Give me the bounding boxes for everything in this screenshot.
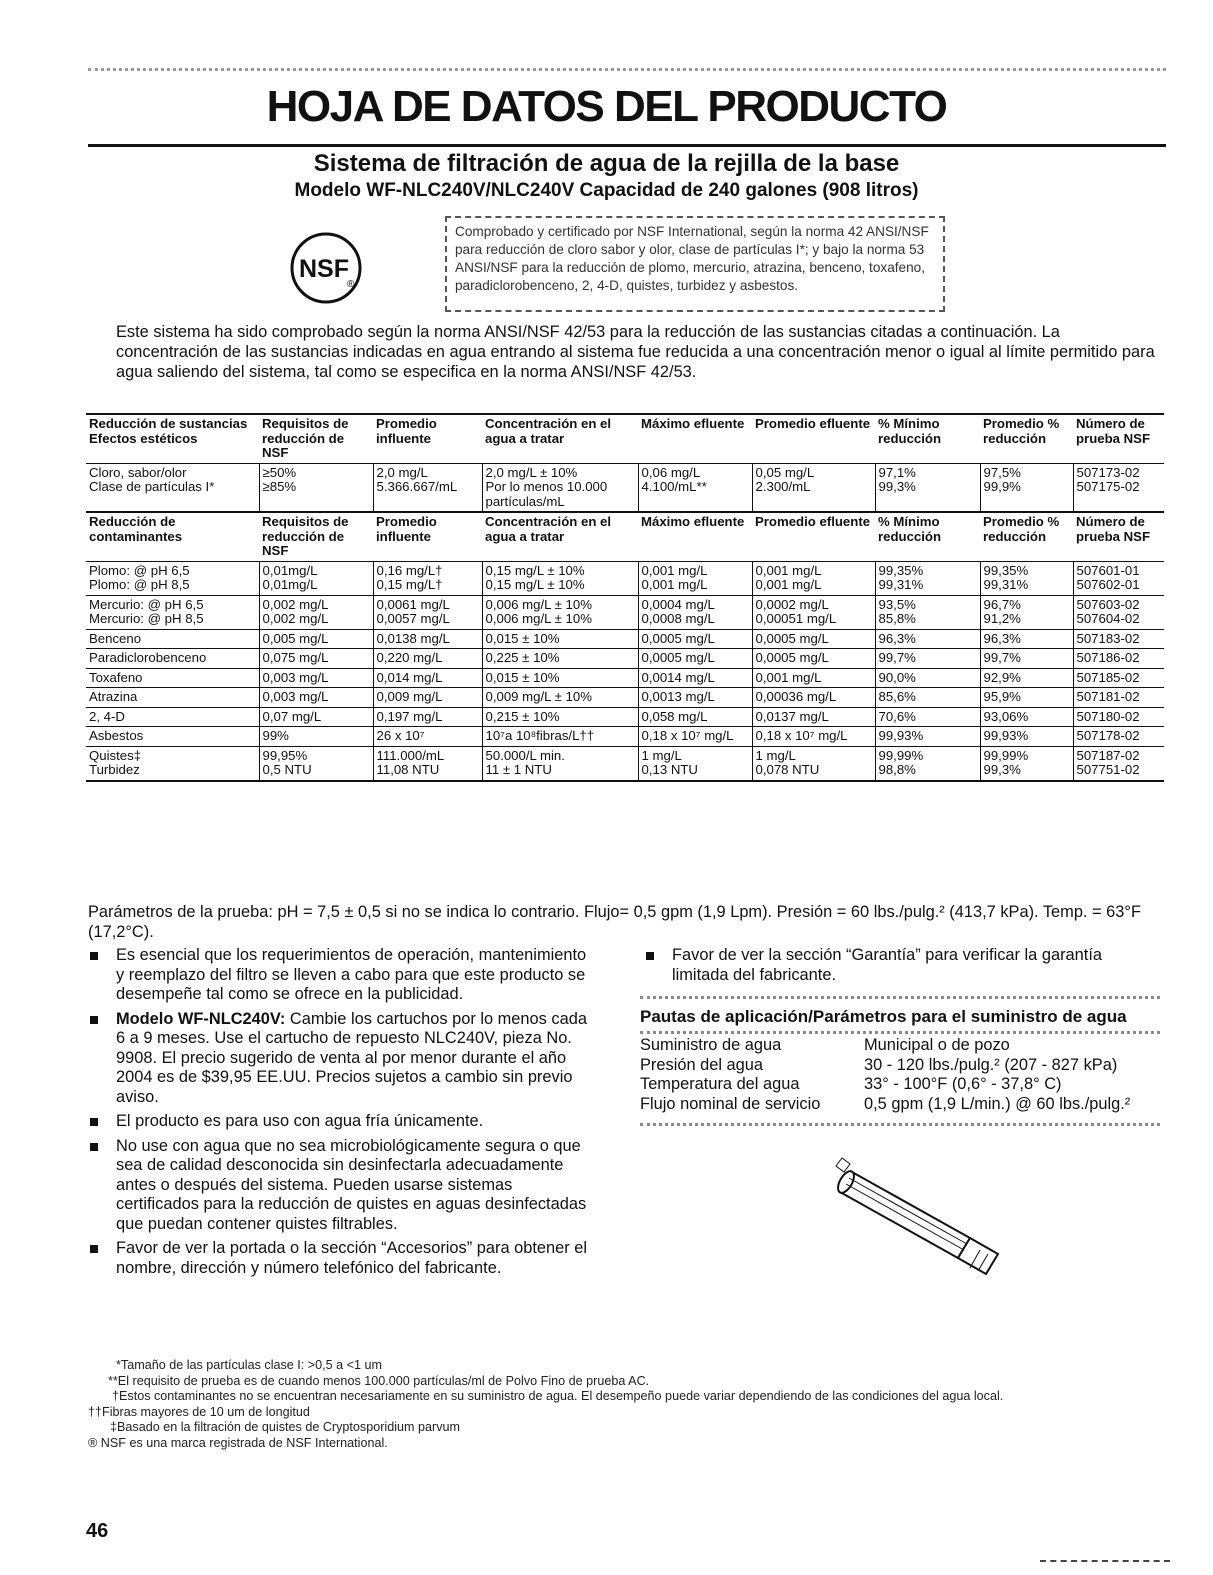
table-cell: 96,3%: [875, 629, 980, 649]
table-cell: 0,0004 mg/L 0,0008 mg/L: [638, 595, 752, 629]
table-row: [86, 727, 1164, 747]
table-header-row: [86, 512, 1164, 561]
application-guidelines-title: Pautas de aplicación/Parámetros para el suministro de agua: [640, 1007, 1127, 1026]
dotted-rule: [640, 1123, 1160, 1126]
column-header: Promedio influente: [373, 414, 482, 463]
table-cell: 93,06%: [980, 707, 1073, 727]
application-guidelines-table: [640, 1036, 1160, 1114]
test-parameters: Parámetros de la prueba: pH = 7,5 ± 0,5 si no se indica lo contrario. Flujo= 0,5 gpm (1,9 Lpm). Presión = 60 lbs./pulg.² (413,7 kPa). Temp. = 63°F (17,2°C).: [88, 903, 1141, 941]
guideline-label: Presión del agua: [640, 1055, 764, 1074]
column-header: Número de prueba NSF: [1073, 414, 1164, 463]
table-cell: 0,0137 mg/L: [752, 707, 875, 727]
table-cell: 0,0002 mg/L 0,00051 mg/L: [752, 595, 875, 629]
dotted-rule: [640, 1031, 1160, 1034]
guideline-row: [640, 1075, 1160, 1095]
guideline-label: Suministro de agua: [640, 1036, 782, 1054]
table-cell: 93,5% 85,8%: [875, 595, 980, 629]
subtitle: Sistema de filtración de agua de la rejilla de la base: [313, 150, 900, 177]
table-cell: 2,0 mg/L 5.366.667/mL: [373, 463, 482, 512]
column-header: Reducción de contaminantes: [86, 512, 259, 561]
page-title: HOJA DE DATOS DEL PRODUCTO: [266, 82, 947, 131]
table-cell: 507186-02: [1073, 649, 1164, 669]
table-row: [86, 595, 1164, 629]
table-row: [86, 463, 1164, 512]
table-cell: 507187-02 507751-02: [1073, 746, 1164, 781]
table-row: [86, 668, 1164, 688]
guideline-row: [640, 1036, 1160, 1056]
list-item: El producto es para uso con agua fría únicamente.: [88, 1112, 598, 1132]
guideline-row: [640, 1095, 1160, 1115]
table-cell: 0,014 mg/L: [373, 668, 482, 688]
list-item: Modelo WF-NLC240V: Cambie los cartuchos por lo menos cada 6 a 9 meses. Use el cartucho de repuesto NLC240V, pieza No. 9908. El precio sugerido de venta al por menor durante el año 2004 es de $39,95 EE.UU. Precios sujetos a cambio sin previo aviso.: [88, 1010, 598, 1108]
table-cell: 95,9%: [980, 688, 1073, 708]
table-cell: 99,35% 99,31%: [875, 561, 980, 595]
table-cell: 0,18 x 10⁷ mg/L: [638, 727, 752, 747]
table-cell: 0,215 ± 10%: [482, 707, 638, 727]
bottom-rule: [1040, 1560, 1170, 1562]
table-row: [86, 629, 1164, 649]
guideline-value: 30 - 120 lbs./pulg.² (207 - 827 kPa): [864, 1055, 1118, 1074]
table-cell: Plomo: @ pH 6,5 Plomo: @ pH 8,5: [86, 561, 259, 595]
table-cell: Mercurio: @ pH 6,5 Mercurio: @ pH 8,5: [86, 595, 259, 629]
table-cell: 70,6%: [875, 707, 980, 727]
performance-data-table: [86, 413, 1164, 782]
intro-paragraph: Este sistema ha sido comprobado según la norma ANSI/NSF 42/53 para la reducción de las sustancias citadas a continuación. La concentración de las sustancias indicadas en agua entrando al sistema fue reducida a una concentración menor o igual al límite permitido para agua saliendo del sistema, tal como se especifica en la norma ANSI/NSF 42/53.: [116, 323, 1155, 381]
table-cell: 111.000/mL 11,08 NTU: [373, 746, 482, 781]
table-cell: 85,6%: [875, 688, 980, 708]
column-header: % Mínimo reducción: [875, 414, 980, 463]
table-cell: 0,06 mg/L 4.100/mL**: [638, 463, 752, 512]
table-cell: 50.000/L min. 11 ± 1 NTU: [482, 746, 638, 781]
guideline-value: Municipal o de pozo: [864, 1036, 1010, 1054]
table-cell: 99,99% 98,8%: [875, 746, 980, 781]
nsf-certification-box: Comprobado y certificado por NSF International, según la norma 42 ANSI/NSF para reducción de cloro sabor y olor, clase de partículas I*; y bajo la norma 53 ANSI/NSF para la reducción de plomo, mercurio, atrazina, benceno, toxafeno, paradiclorobenceno, 2, 4-D, quistes, turbidez y asbestos.: [445, 216, 945, 312]
list-item: No use con agua que no sea microbiológicamente segura o que sea de calidad desconocida sin desinfectarla adecuadamente antes o después del sistema. Pueden usarse sistemas certificados para la reducción de quistes en aguas desinfectadas que puedan contener quistes filtrables.: [88, 1137, 598, 1235]
top-dotted-rule: [88, 68, 1166, 71]
table-cell: 0,0138 mg/L: [373, 629, 482, 649]
table-cell: 0,00036 mg/L: [752, 688, 875, 708]
table-cell: 507173-02 507175-02: [1073, 463, 1164, 512]
table-cell: 0,005 mg/L: [259, 629, 373, 649]
svg-text:NSF: NSF: [299, 255, 349, 283]
table-cell: ≥50% ≥85%: [259, 463, 373, 512]
table-cell: 0,16 mg/L† 0,15 mg/L†: [373, 561, 482, 595]
table-cell: 0,05 mg/L 2.300/mL: [752, 463, 875, 512]
table-cell: Asbestos: [86, 727, 259, 747]
column-header: Promedio % reducción: [980, 512, 1073, 561]
table-cell: 507178-02: [1073, 727, 1164, 747]
list-item: Favor de ver la portada o la sección “Accesorios” para obtener el nombre, dirección y número telefónico del fabricante.: [88, 1239, 598, 1278]
guideline-label: Flujo nominal de servicio: [640, 1094, 821, 1113]
table-cell: 0,220 mg/L: [373, 649, 482, 669]
filter-cartridge-illustration: [830, 1150, 1000, 1275]
table-cell: 507183-02: [1073, 629, 1164, 649]
table-cell: 99,7%: [980, 649, 1073, 669]
table-header-row: [86, 414, 1164, 463]
table-cell: 0,009 mg/L ± 10%: [482, 688, 638, 708]
list-item: Es esencial que los requerimientos de operación, mantenimiento y reemplazo del filtro se lleven a cabo para que este producto se desempeñe tal como se ofrece en la publicidad.: [88, 946, 598, 1005]
table-cell: 0,0005 mg/L: [638, 649, 752, 669]
table-cell: 0,225 ± 10%: [482, 649, 638, 669]
title-rule: [88, 144, 1166, 147]
table-cell: 507180-02: [1073, 707, 1164, 727]
guideline-value: 0,5 gpm (1,9 L/min.) @ 60 lbs./pulg.²: [864, 1094, 1131, 1113]
table-cell: 1 mg/L 0,078 NTU: [752, 746, 875, 781]
footnote: ® NSF es una marca registrada de NSF International.: [88, 1435, 388, 1450]
table-cell: 0,18 x 10⁷ mg/L: [752, 727, 875, 747]
table-cell: 0,009 mg/L: [373, 688, 482, 708]
table-cell: 0,0005 mg/L: [752, 629, 875, 649]
table-cell: 97,5% 99,9%: [980, 463, 1073, 512]
column-header: Requisitos de reducción de NSF: [259, 414, 373, 463]
table-cell: Paradiclorobenceno: [86, 649, 259, 669]
table-cell: 96,7% 91,2%: [980, 595, 1073, 629]
table-row: [86, 707, 1164, 727]
column-header: Promedio efluente: [752, 512, 875, 561]
table-row: [86, 561, 1164, 595]
dotted-rule: [640, 996, 1160, 999]
table-cell: 99%: [259, 727, 373, 747]
column-header: % Mínimo reducción: [875, 512, 980, 561]
footnotes: [88, 1358, 1166, 1451]
table-cell: 507181-02: [1073, 688, 1164, 708]
svg-text:®: ®: [347, 279, 355, 290]
table-row: [86, 746, 1164, 781]
footnote: **El requisito de prueba es de cuando menos 100.000 partículas/ml de Polvo Fino de prueba AC.: [108, 1373, 650, 1388]
column-header: Concentración en el agua a tratar: [482, 414, 638, 463]
table-cell: 0,0005 mg/L: [752, 649, 875, 669]
table-cell: Cloro, sabor/olor Clase de partículas I*: [86, 463, 259, 512]
table-cell: Benceno: [86, 629, 259, 649]
table-cell: 99,93%: [980, 727, 1073, 747]
column-header: Requisitos de reducción de NSF: [259, 512, 373, 561]
model-capacity-line: Modelo WF-NLC240V/NLC240V Capacidad de 240 galones (908 litros): [294, 180, 919, 201]
table-cell: 96,3%: [980, 629, 1073, 649]
footnote: *Tamaño de las partículas clase I: >0,5 a <1 um: [116, 1358, 383, 1372]
table-cell: 97,1% 99,3%: [875, 463, 980, 512]
table-cell: 90,0%: [875, 668, 980, 688]
guideline-label: Temperatura del agua: [640, 1075, 800, 1093]
table-cell: 0,015 ± 10%: [482, 629, 638, 649]
table-cell: 0,0061 mg/L 0,0057 mg/L: [373, 595, 482, 629]
table-cell: 99,7%: [875, 649, 980, 669]
table-cell: 2, 4-D: [86, 707, 259, 727]
table-cell: 0,003 mg/L: [259, 668, 373, 688]
column-header: Promedio % reducción: [980, 414, 1073, 463]
table-cell: 10⁷a 10⁸fibras/L††: [482, 727, 638, 747]
table-cell: 2,0 mg/L ± 10% Por lo menos 10.000 partículas/mL: [482, 463, 638, 512]
table-cell: 507601-01 507602-01: [1073, 561, 1164, 595]
table-cell: 99,93%: [875, 727, 980, 747]
footnote: ††Fibras mayores de 10 um de longitud: [88, 1404, 310, 1419]
footnote: ‡Basado en la filtración de quistes de Cryptosporidium parvum: [110, 1420, 461, 1434]
table-cell: 0,001 mg/L 0,001 mg/L: [752, 561, 875, 595]
warranty-bullet: Favor de ver la sección “Garantía” para verificar la garantía limitada del fabricante.: [640, 946, 1160, 985]
column-header: Máximo efluente: [638, 512, 752, 561]
table-cell: 0,15 mg/L ± 10% 0,15 mg/L ± 10%: [482, 561, 638, 595]
table-cell: 99,99% 99,3%: [980, 746, 1073, 781]
table-cell: 0,07 mg/L: [259, 707, 373, 727]
table-cell: 0,01mg/L 0,01mg/L: [259, 561, 373, 595]
column-header: Concentración en el agua a tratar: [482, 512, 638, 561]
table-cell: 0,006 mg/L ± 10% 0,006 mg/L ± 10%: [482, 595, 638, 629]
footnote: †Estos contaminantes no se encuentran necesariamente en su suministro de agua. El desempeño puede variar dependiendo de las condiciones del agua local.: [112, 1389, 1004, 1403]
table-cell: Toxafeno: [86, 668, 259, 688]
table-cell: 0,015 ± 10%: [482, 668, 638, 688]
table-cell: 0,0014 mg/L: [638, 668, 752, 688]
table-cell: 0,001 mg/L: [752, 668, 875, 688]
table-cell: 0,002 mg/L 0,002 mg/L: [259, 595, 373, 629]
column-header: Reducción de sustancias Efectos estéticos: [86, 414, 259, 463]
table-row: [86, 688, 1164, 708]
table-cell: Quistes‡ Turbidez: [86, 746, 259, 781]
guideline-value: 33° - 100°F (0,6° - 37,8° C): [864, 1075, 1062, 1093]
table-cell: 0,001 mg/L 0,001 mg/L: [638, 561, 752, 595]
table-row: [86, 649, 1164, 669]
table-cell: 0,058 mg/L: [638, 707, 752, 727]
column-header: Máximo efluente: [638, 414, 752, 463]
table-cell: 99,35% 99,31%: [980, 561, 1073, 595]
page-number: 46: [86, 1520, 109, 1542]
table-cell: 0,0013 mg/L: [638, 688, 752, 708]
column-header: Promedio influente: [373, 512, 482, 561]
column-header: Promedio efluente: [752, 414, 875, 463]
table-cell: 507185-02: [1073, 668, 1164, 688]
guideline-row: [640, 1056, 1160, 1076]
table-cell: 0,197 mg/L: [373, 707, 482, 727]
nsf-logo-icon: [288, 230, 364, 306]
table-cell: 0,075 mg/L: [259, 649, 373, 669]
table-cell: 92,9%: [980, 668, 1073, 688]
table-cell: Atrazina: [86, 688, 259, 708]
table-cell: 1 mg/L 0,13 NTU: [638, 746, 752, 781]
table-cell: 99,95% 0,5 NTU: [259, 746, 373, 781]
notes-bullet-list: [88, 946, 598, 1283]
table-cell: 0,003 mg/L: [259, 688, 373, 708]
table-cell: 507603-02 507604-02: [1073, 595, 1164, 629]
table-cell: 26 x 10⁷: [373, 727, 482, 747]
column-header: Número de prueba NSF: [1073, 512, 1164, 561]
table-cell: 0,0005 mg/L: [638, 629, 752, 649]
